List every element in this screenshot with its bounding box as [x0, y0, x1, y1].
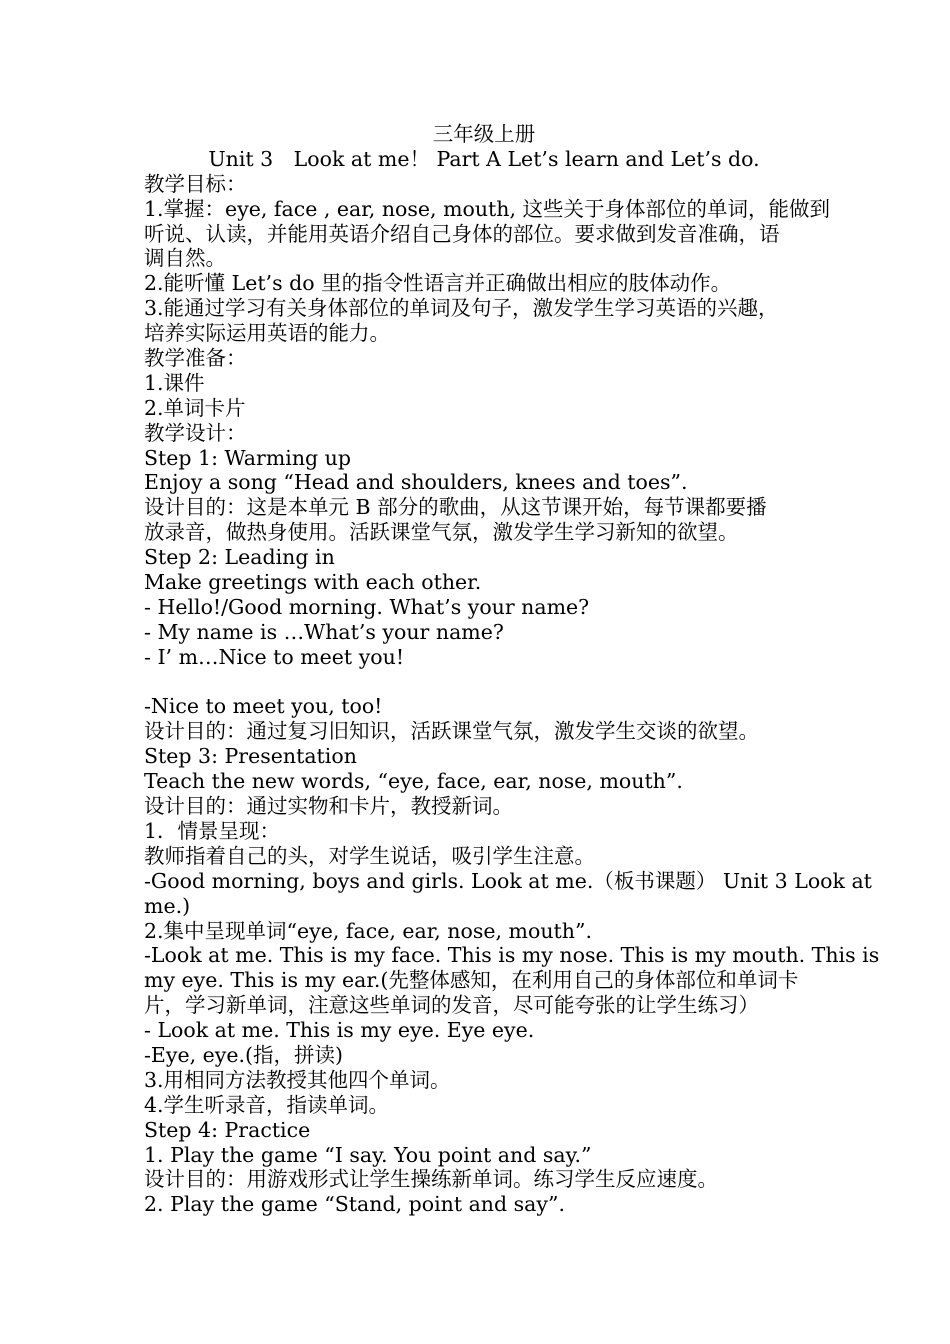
body-line: 3.能通过学习有关身体部位的单词及句子，激发学生学习英语的兴趣，	[144, 296, 779, 321]
blank-line	[144, 670, 824, 695]
dialogue-line: -Eye, eye.(指，拼读)	[144, 1042, 343, 1067]
body-line: 调自然。	[144, 246, 226, 271]
body-line: 1.掌握：eye, face , ear, nose, mouth, 这些关于身体部位的单词，能做到	[144, 196, 831, 221]
step-heading-1: Step 1: Warming up	[144, 445, 351, 470]
dialogue-line: - Hello!/Good morning. What’s your name?	[144, 594, 590, 619]
dialogue-line: - My name is …What’s your name?	[144, 619, 504, 644]
body-line: 设计目的：这是本单元 B 部分的歌曲，从这节课开始，每节课都要播	[144, 495, 767, 520]
body-line: 2.能听懂 Let’s do 里的指令性语言并正确做出相应的肢体动作。	[144, 271, 732, 296]
document-body	[144, 171, 880, 1217]
body-line: Teach the new words, “eye, face, ear, nose, mouth”.	[144, 769, 683, 794]
body-line: 3.用相同方法教授其他四个单词。	[144, 1067, 451, 1092]
body-line: Make greetings with each other.	[144, 570, 482, 595]
body-line: -Look at me. This is my face. This is my nose. This is my mouth. This is	[144, 943, 880, 968]
body-line: 设计目的：通过实物和卡片，教授新词。	[144, 794, 513, 819]
body-line: 2.单词卡片	[144, 395, 246, 420]
body-line: Enjoy a song “Head and shoulders, knees and toes”.	[144, 470, 688, 495]
body-line: my eye. This is my ear.(先整体感知，在利用自己的身体部位和单词卡	[144, 968, 799, 993]
body-line: 设计目的：通过复习旧知识，活跃课堂气氛，激发学生交谈的欲望。	[144, 719, 759, 744]
step-heading-2: Step 2: Leading in	[144, 545, 335, 570]
body-line: 2.集中呈现单词“eye, face, ear, nose, mouth”.	[144, 918, 592, 943]
section-heading-preparation: 教学准备：	[144, 346, 247, 371]
body-line: 4.学生听录音，指读单词。	[144, 1092, 390, 1117]
dialogue-line: - Look at me. This is my eye. Eye eye.	[144, 1018, 535, 1043]
grade-heading: 三年级上册	[432, 122, 536, 146]
body-line: -Good morning, boys and girls. Look at me.（板书课题） Unit 3 Look at	[144, 868, 872, 893]
body-line: 1．情景呈现：	[144, 818, 281, 843]
body-line: 教师指着自己的头，对学生说话，吸引学生注意。	[144, 843, 595, 868]
body-line: 片，学习新单词，注意这些单词的发音，尽可能夸张的让学生练习）	[144, 993, 759, 1018]
body-line: 1. Play the game “I say. You point and say.”	[144, 1142, 592, 1167]
body-line: 1.课件	[144, 370, 205, 395]
dialogue-line: - I’ m…Nice to meet you!	[144, 644, 405, 669]
body-line: me.)	[144, 893, 191, 918]
body-line: 2. Play the game “Stand, point and say”.	[144, 1192, 565, 1217]
step-heading-3: Step 3: Presentation	[144, 744, 357, 769]
body-line: 培养实际运用英语的能力。	[144, 321, 390, 346]
section-heading-design: 教学设计：	[144, 420, 247, 445]
body-line: 听说、认读，并能用英语介绍自己身体的部位。要求做到发音准确，语	[144, 221, 780, 246]
dialogue-line: -Nice to meet you, too!	[144, 694, 383, 719]
document-page	[144, 122, 880, 1217]
step-heading-4: Step 4: Practice	[144, 1117, 311, 1142]
body-line: 设计目的：用游戏形式让学生操练新单词。练习学生反应速度。	[144, 1167, 718, 1192]
lesson-title: Unit 3 Look at me！ Part A Let’s learn and Let’s do.	[208, 146, 760, 171]
section-heading-objectives: 教学目标：	[144, 171, 247, 196]
body-line: 放录音，做热身使用。活跃课堂气氛，激发学生学习新知的欲望。	[144, 520, 739, 545]
